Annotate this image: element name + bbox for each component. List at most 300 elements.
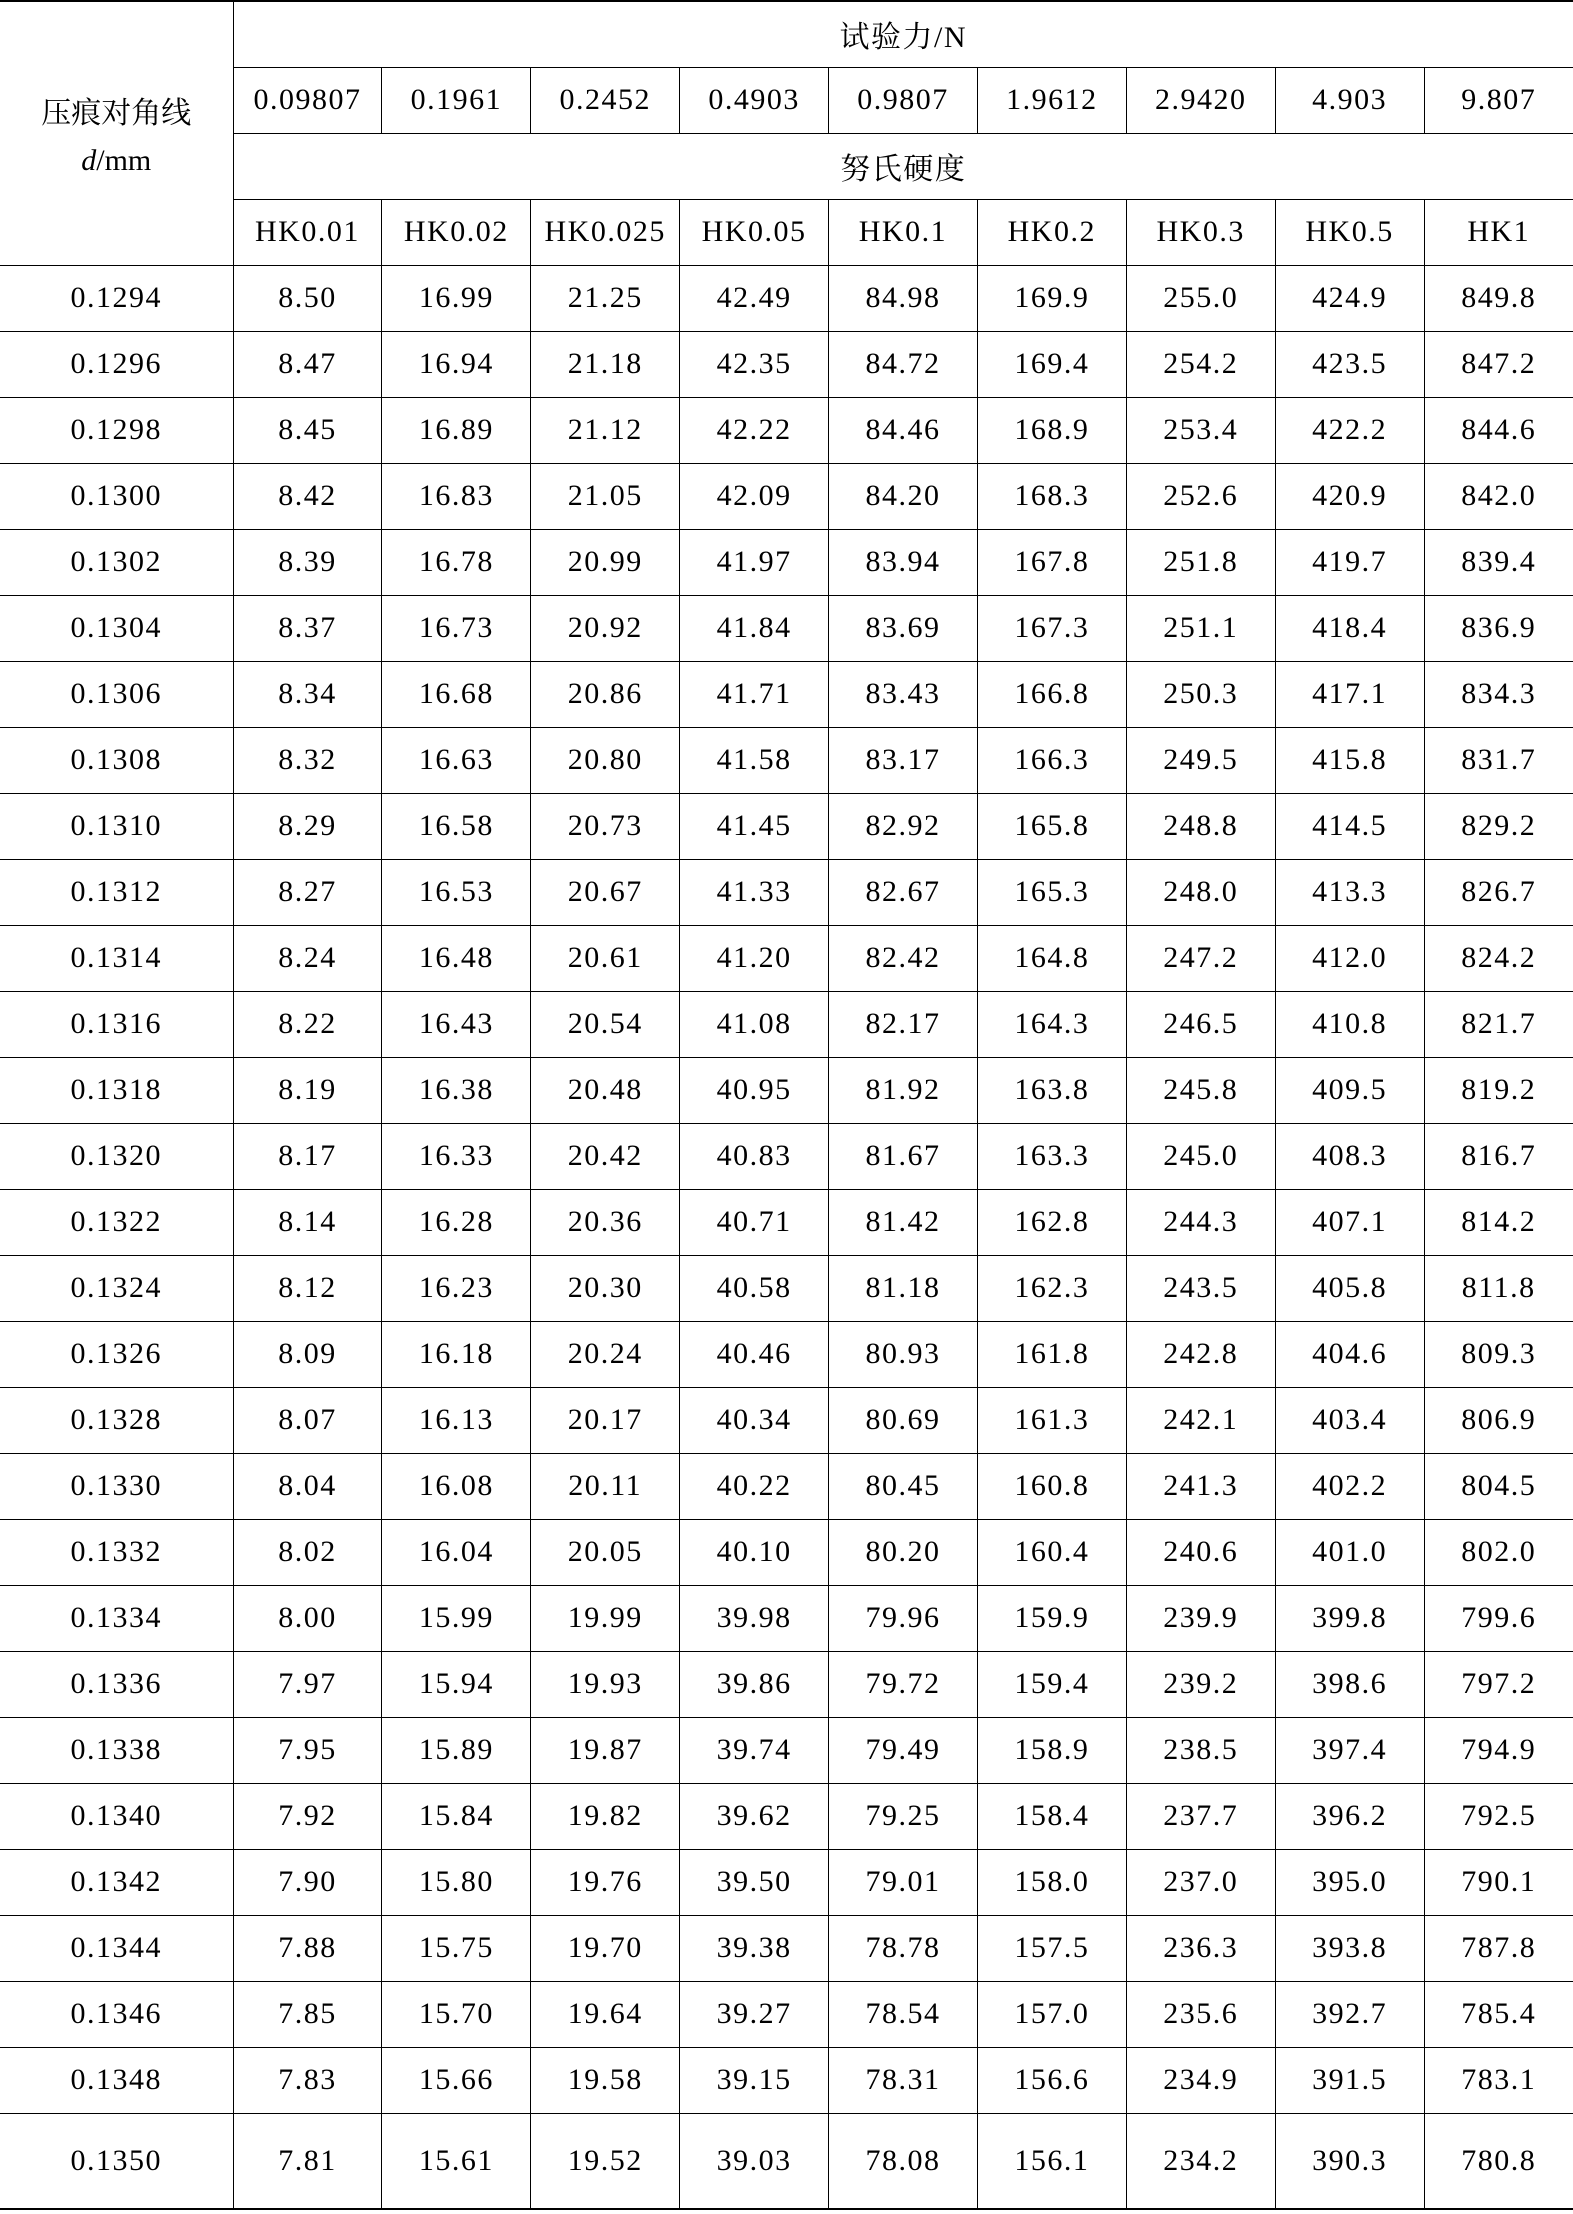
hardness-scale: HK0.5 — [1275, 199, 1424, 265]
hardness-cell: 423.5 — [1275, 331, 1424, 397]
diagonal-cell: 0.1304 — [0, 595, 233, 661]
table-row — [0, 727, 1573, 793]
hardness-cell: 169.9 — [977, 265, 1126, 331]
hardness-cell: 787.8 — [1424, 1915, 1573, 1981]
hardness-cell: 164.3 — [977, 991, 1126, 1057]
diagonal-cell: 0.1324 — [0, 1255, 233, 1321]
hardness-cell: 78.31 — [829, 2047, 978, 2113]
hardness-cell: 393.8 — [1275, 1915, 1424, 1981]
hardness-cell: 168.3 — [977, 463, 1126, 529]
hardness-cell: 40.22 — [680, 1453, 829, 1519]
table-row — [0, 1387, 1573, 1453]
hardness-cell: 163.3 — [977, 1123, 1126, 1189]
hardness-cell: 413.3 — [1275, 859, 1424, 925]
hardness-cell: 819.2 — [1424, 1057, 1573, 1123]
hardness-cell: 20.92 — [531, 595, 680, 661]
hardness-cell: 82.42 — [829, 925, 978, 991]
table-row — [0, 661, 1573, 727]
hardness-cell: 407.1 — [1275, 1189, 1424, 1255]
diagonal-cell: 0.1326 — [0, 1321, 233, 1387]
test-force-value: 0.09807 — [233, 67, 382, 133]
hardness-cell: 40.34 — [680, 1387, 829, 1453]
header-row-scales — [0, 199, 1573, 265]
hardness-cell: 16.53 — [382, 859, 531, 925]
hardness-cell: 16.28 — [382, 1189, 531, 1255]
hardness-cell: 8.00 — [233, 1585, 382, 1651]
hardness-cell: 157.5 — [977, 1915, 1126, 1981]
hardness-cell: 408.3 — [1275, 1123, 1424, 1189]
hardness-cell: 158.9 — [977, 1717, 1126, 1783]
test-force-value: 0.1961 — [382, 67, 531, 133]
hardness-scale: HK0.05 — [680, 199, 829, 265]
hardness-cell: 162.8 — [977, 1189, 1126, 1255]
hardness-cell: 42.49 — [680, 265, 829, 331]
hardness-cell: 809.3 — [1424, 1321, 1573, 1387]
hardness-cell: 15.99 — [382, 1585, 531, 1651]
hardness-cell: 7.97 — [233, 1651, 382, 1717]
hardness-cell: 816.7 — [1424, 1123, 1573, 1189]
hardness-cell: 80.93 — [829, 1321, 978, 1387]
hardness-cell: 19.76 — [531, 1849, 680, 1915]
table-row — [0, 1321, 1573, 1387]
table-row — [0, 1651, 1573, 1717]
hardness-cell: 41.08 — [680, 991, 829, 1057]
hardness-cell: 251.1 — [1126, 595, 1275, 661]
hardness-cell: 8.04 — [233, 1453, 382, 1519]
hardness-cell: 814.2 — [1424, 1189, 1573, 1255]
hardness-scale: HK1 — [1424, 199, 1573, 265]
hardness-cell: 40.58 — [680, 1255, 829, 1321]
hardness-cell: 83.17 — [829, 727, 978, 793]
hardness-cell: 409.5 — [1275, 1057, 1424, 1123]
hardness-scale: HK0.01 — [233, 199, 382, 265]
hardness-cell: 799.6 — [1424, 1585, 1573, 1651]
hardness-cell: 83.94 — [829, 529, 978, 595]
hardness-cell: 236.3 — [1126, 1915, 1275, 1981]
hardness-cell: 79.49 — [829, 1717, 978, 1783]
hardness-cell: 78.54 — [829, 1981, 978, 2047]
hardness-cell: 8.50 — [233, 265, 382, 331]
hardness-cell: 79.01 — [829, 1849, 978, 1915]
hardness-cell: 16.58 — [382, 793, 531, 859]
hardness-cell: 7.85 — [233, 1981, 382, 2047]
hardness-cell: 397.4 — [1275, 1717, 1424, 1783]
hardness-cell: 252.6 — [1126, 463, 1275, 529]
hardness-cell: 39.03 — [680, 2113, 829, 2209]
hardness-cell: 21.18 — [531, 331, 680, 397]
hardness-cell: 829.2 — [1424, 793, 1573, 859]
hardness-cell: 403.4 — [1275, 1387, 1424, 1453]
hardness-cell: 41.45 — [680, 793, 829, 859]
hardness-cell: 40.95 — [680, 1057, 829, 1123]
table-row — [0, 2113, 1573, 2209]
table-row — [0, 265, 1573, 331]
diagonal-cell: 0.1338 — [0, 1717, 233, 1783]
diagonal-cell: 0.1308 — [0, 727, 233, 793]
hardness-cell: 20.48 — [531, 1057, 680, 1123]
hardness-cell: 20.80 — [531, 727, 680, 793]
hardness-cell: 79.96 — [829, 1585, 978, 1651]
hardness-cell: 169.4 — [977, 331, 1126, 397]
hardness-cell: 401.0 — [1275, 1519, 1424, 1585]
hardness-cell: 8.27 — [233, 859, 382, 925]
hardness-cell: 163.8 — [977, 1057, 1126, 1123]
hardness-scale: HK0.3 — [1126, 199, 1275, 265]
table-row — [0, 1981, 1573, 2047]
diagonal-cell: 0.1312 — [0, 859, 233, 925]
diagonal-cell: 0.1298 — [0, 397, 233, 463]
diagonal-title: 压痕对角线 — [41, 97, 192, 131]
hardness-cell: 237.7 — [1126, 1783, 1275, 1849]
hardness-cell: 396.2 — [1275, 1783, 1424, 1849]
hardness-cell: 395.0 — [1275, 1849, 1424, 1915]
diagonal-cell: 0.1328 — [0, 1387, 233, 1453]
hardness-cell: 804.5 — [1424, 1453, 1573, 1519]
hardness-cell: 21.12 — [531, 397, 680, 463]
hardness-cell: 844.6 — [1424, 397, 1573, 463]
hardness-cell: 839.4 — [1424, 529, 1573, 595]
hardness-cell: 40.10 — [680, 1519, 829, 1585]
hardness-cell: 240.6 — [1126, 1519, 1275, 1585]
hardness-cell: 20.24 — [531, 1321, 680, 1387]
table-row — [0, 859, 1573, 925]
hardness-cell: 82.17 — [829, 991, 978, 1057]
test-force-value: 0.4903 — [680, 67, 829, 133]
hardness-cell: 39.50 — [680, 1849, 829, 1915]
hardness-cell: 40.46 — [680, 1321, 829, 1387]
hardness-cell: 82.67 — [829, 859, 978, 925]
hardness-cell: 8.19 — [233, 1057, 382, 1123]
hardness-cell: 159.9 — [977, 1585, 1126, 1651]
hardness-cell: 158.4 — [977, 1783, 1126, 1849]
hardness-cell: 8.14 — [233, 1189, 382, 1255]
hardness-cell: 16.83 — [382, 463, 531, 529]
hardness-cell: 39.98 — [680, 1585, 829, 1651]
hardness-cell: 80.45 — [829, 1453, 978, 1519]
hardness-cell: 80.20 — [829, 1519, 978, 1585]
hardness-cell: 156.6 — [977, 2047, 1126, 2113]
hardness-cell: 234.9 — [1126, 2047, 1275, 2113]
hardness-cell: 790.1 — [1424, 1849, 1573, 1915]
hardness-cell: 392.7 — [1275, 1981, 1424, 2047]
diagonal-cell: 0.1336 — [0, 1651, 233, 1717]
hardness-cell: 157.0 — [977, 1981, 1126, 2047]
hardness-cell: 255.0 — [1126, 265, 1275, 331]
hardness-cell: 8.34 — [233, 661, 382, 727]
hardness-cell: 166.8 — [977, 661, 1126, 727]
hardness-cell: 8.02 — [233, 1519, 382, 1585]
hardness-cell: 8.39 — [233, 529, 382, 595]
hardness-cell: 239.9 — [1126, 1585, 1275, 1651]
diagonal-cell: 0.1302 — [0, 529, 233, 595]
hardness-cell: 39.62 — [680, 1783, 829, 1849]
diagonal-cell: 0.1306 — [0, 661, 233, 727]
hardness-cell: 40.71 — [680, 1189, 829, 1255]
hardness-cell: 785.4 — [1424, 1981, 1573, 2047]
hardness-cell: 19.93 — [531, 1651, 680, 1717]
hardness-cell: 162.3 — [977, 1255, 1126, 1321]
hardness-cell: 16.08 — [382, 1453, 531, 1519]
hardness-scale: HK0.02 — [382, 199, 531, 265]
hardness-cell: 19.52 — [531, 2113, 680, 2209]
hardness-cell: 418.4 — [1275, 595, 1424, 661]
hardness-cell: 780.8 — [1424, 2113, 1573, 2209]
hardness-cell: 792.5 — [1424, 1783, 1573, 1849]
hardness-cell: 166.3 — [977, 727, 1126, 793]
hardness-cell: 42.09 — [680, 463, 829, 529]
hardness-cell: 250.3 — [1126, 661, 1275, 727]
hardness-cell: 41.84 — [680, 595, 829, 661]
test-force-value: 0.2452 — [531, 67, 680, 133]
diagonal-cell: 0.1310 — [0, 793, 233, 859]
hardness-cell: 16.18 — [382, 1321, 531, 1387]
hardness-cell: 19.87 — [531, 1717, 680, 1783]
diagonal-cell: 0.1316 — [0, 991, 233, 1057]
diagonal-cell: 0.1350 — [0, 2113, 233, 2209]
hardness-cell: 836.9 — [1424, 595, 1573, 661]
hardness-cell: 246.5 — [1126, 991, 1275, 1057]
hardness-title: 努氏硬度 — [233, 133, 1573, 199]
hardness-cell: 15.66 — [382, 2047, 531, 2113]
hardness-cell: 160.8 — [977, 1453, 1126, 1519]
table-row — [0, 397, 1573, 463]
table-row — [0, 2047, 1573, 2113]
hardness-cell: 78.08 — [829, 2113, 978, 2209]
hardness-cell: 16.63 — [382, 727, 531, 793]
hardness-cell: 8.24 — [233, 925, 382, 991]
diagonal-cell: 0.1334 — [0, 1585, 233, 1651]
diagonal-cell: 0.1314 — [0, 925, 233, 991]
hardness-cell: 821.7 — [1424, 991, 1573, 1057]
hardness-cell: 253.4 — [1126, 397, 1275, 463]
hardness-cell: 234.2 — [1126, 2113, 1275, 2209]
hardness-cell: 164.8 — [977, 925, 1126, 991]
test-force-value: 2.9420 — [1126, 67, 1275, 133]
test-force-value: 1.9612 — [977, 67, 1126, 133]
hardness-cell: 42.22 — [680, 397, 829, 463]
hardness-cell: 8.32 — [233, 727, 382, 793]
hardness-cell: 20.86 — [531, 661, 680, 727]
table-row — [0, 463, 1573, 529]
hardness-cell: 20.54 — [531, 991, 680, 1057]
table-row — [0, 529, 1573, 595]
diagonal-symbol: d — [81, 144, 97, 178]
header-row-test-force — [0, 1, 1573, 67]
table-row — [0, 1783, 1573, 1849]
hardness-cell: 420.9 — [1275, 463, 1424, 529]
hardness-scale: HK0.2 — [977, 199, 1126, 265]
diagonal-cell: 0.1294 — [0, 265, 233, 331]
hardness-cell: 39.74 — [680, 1717, 829, 1783]
table-row — [0, 331, 1573, 397]
hardness-cell: 20.73 — [531, 793, 680, 859]
table-row — [0, 1453, 1573, 1519]
hardness-cell: 249.5 — [1126, 727, 1275, 793]
hardness-cell: 20.61 — [531, 925, 680, 991]
hardness-cell: 797.2 — [1424, 1651, 1573, 1717]
hardness-cell: 417.1 — [1275, 661, 1424, 727]
hardness-cell: 20.36 — [531, 1189, 680, 1255]
hardness-cell: 81.18 — [829, 1255, 978, 1321]
hardness-cell: 20.11 — [531, 1453, 680, 1519]
hardness-cell: 84.98 — [829, 265, 978, 331]
hardness-cell: 21.05 — [531, 463, 680, 529]
hardness-cell: 15.70 — [382, 1981, 531, 2047]
diagonal-cell: 0.1342 — [0, 1849, 233, 1915]
test-force-value: 0.9807 — [829, 67, 978, 133]
table-row — [0, 1255, 1573, 1321]
hardness-cell: 19.70 — [531, 1915, 680, 1981]
hardness-cell: 7.95 — [233, 1717, 382, 1783]
hardness-cell: 245.8 — [1126, 1057, 1275, 1123]
hardness-cell: 83.43 — [829, 661, 978, 727]
hardness-cell: 15.75 — [382, 1915, 531, 1981]
hardness-cell: 20.99 — [531, 529, 680, 595]
hardness-cell: 41.20 — [680, 925, 829, 991]
hardness-cell: 16.43 — [382, 991, 531, 1057]
hardness-cell: 390.3 — [1275, 2113, 1424, 2209]
hardness-cell: 410.8 — [1275, 991, 1424, 1057]
hardness-cell: 159.4 — [977, 1651, 1126, 1717]
hardness-cell: 16.78 — [382, 529, 531, 595]
table-row — [0, 595, 1573, 661]
diagonal-cell: 0.1320 — [0, 1123, 233, 1189]
hardness-cell: 21.25 — [531, 265, 680, 331]
hardness-scale: HK0.1 — [829, 199, 978, 265]
table-row — [0, 991, 1573, 1057]
hardness-cell: 42.35 — [680, 331, 829, 397]
diagonal-unit: /mm — [96, 144, 152, 178]
hardness-cell: 20.17 — [531, 1387, 680, 1453]
hardness-cell: 8.37 — [233, 595, 382, 661]
hardness-cell: 15.61 — [382, 2113, 531, 2209]
hardness-scale: HK0.025 — [531, 199, 680, 265]
hardness-cell: 8.42 — [233, 463, 382, 529]
hardness-cell: 16.33 — [382, 1123, 531, 1189]
hardness-cell: 39.38 — [680, 1915, 829, 1981]
hardness-cell: 8.22 — [233, 991, 382, 1057]
hardness-cell: 391.5 — [1275, 2047, 1424, 2113]
hardness-cell: 248.0 — [1126, 859, 1275, 925]
table-header — [0, 1, 1573, 265]
hardness-cell: 243.5 — [1126, 1255, 1275, 1321]
hardness-cell: 8.07 — [233, 1387, 382, 1453]
hardness-cell: 254.2 — [1126, 331, 1275, 397]
hardness-cell: 7.90 — [233, 1849, 382, 1915]
hardness-cell: 19.64 — [531, 1981, 680, 2047]
hardness-cell: 242.8 — [1126, 1321, 1275, 1387]
table-row — [0, 1717, 1573, 1783]
hardness-cell: 238.5 — [1126, 1717, 1275, 1783]
table-row — [0, 925, 1573, 991]
hardness-cell: 415.8 — [1275, 727, 1424, 793]
hardness-cell: 20.05 — [531, 1519, 680, 1585]
hardness-cell: 831.7 — [1424, 727, 1573, 793]
hardness-cell: 39.86 — [680, 1651, 829, 1717]
diagonal-column-header — [0, 1, 233, 265]
test-force-value: 4.903 — [1275, 67, 1424, 133]
hardness-cell: 248.8 — [1126, 793, 1275, 859]
hardness-cell: 41.33 — [680, 859, 829, 925]
hardness-cell: 419.7 — [1275, 529, 1424, 595]
hardness-cell: 160.4 — [977, 1519, 1126, 1585]
diagonal-cell: 0.1296 — [0, 331, 233, 397]
hardness-cell: 167.8 — [977, 529, 1126, 595]
hardness-cell: 16.38 — [382, 1057, 531, 1123]
hardness-cell: 8.47 — [233, 331, 382, 397]
hardness-cell: 242.1 — [1126, 1387, 1275, 1453]
hardness-cell: 16.89 — [382, 397, 531, 463]
diagonal-cell: 0.1344 — [0, 1915, 233, 1981]
hardness-cell: 251.8 — [1126, 529, 1275, 595]
hardness-cell: 16.23 — [382, 1255, 531, 1321]
hardness-cell: 41.58 — [680, 727, 829, 793]
hardness-cell: 399.8 — [1275, 1585, 1424, 1651]
hardness-cell: 241.3 — [1126, 1453, 1275, 1519]
diagonal-unit-label — [0, 144, 233, 178]
hardness-cell: 81.42 — [829, 1189, 978, 1255]
hardness-cell: 20.42 — [531, 1123, 680, 1189]
header-row-forces — [0, 67, 1573, 133]
hardness-cell: 402.2 — [1275, 1453, 1424, 1519]
table-body — [0, 265, 1573, 2209]
hardness-cell: 16.48 — [382, 925, 531, 991]
hardness-cell: 84.46 — [829, 397, 978, 463]
hardness-cell: 20.30 — [531, 1255, 680, 1321]
hardness-cell: 19.82 — [531, 1783, 680, 1849]
hardness-cell: 16.94 — [382, 331, 531, 397]
hardness-cell: 7.83 — [233, 2047, 382, 2113]
hardness-cell: 834.3 — [1424, 661, 1573, 727]
hardness-cell: 78.78 — [829, 1915, 978, 1981]
test-force-title: 试验力/N — [233, 1, 1573, 67]
hardness-cell: 79.72 — [829, 1651, 978, 1717]
hardness-cell: 8.09 — [233, 1321, 382, 1387]
diagonal-cell: 0.1330 — [0, 1453, 233, 1519]
hardness-cell: 165.3 — [977, 859, 1126, 925]
hardness-cell: 79.25 — [829, 1783, 978, 1849]
hardness-cell: 15.89 — [382, 1717, 531, 1783]
hardness-cell: 404.6 — [1275, 1321, 1424, 1387]
table-row — [0, 793, 1573, 859]
hardness-cell: 15.94 — [382, 1651, 531, 1717]
hardness-cell: 424.9 — [1275, 265, 1424, 331]
hardness-cell: 849.8 — [1424, 265, 1573, 331]
hardness-cell: 158.0 — [977, 1849, 1126, 1915]
hardness-cell: 16.73 — [382, 595, 531, 661]
diagonal-cell: 0.1346 — [0, 1981, 233, 2047]
diagonal-cell: 0.1300 — [0, 463, 233, 529]
hardness-cell: 40.83 — [680, 1123, 829, 1189]
hardness-cell: 244.3 — [1126, 1189, 1275, 1255]
hardness-cell: 783.1 — [1424, 2047, 1573, 2113]
hardness-cell: 15.80 — [382, 1849, 531, 1915]
hardness-cell: 41.97 — [680, 529, 829, 595]
hardness-cell: 16.13 — [382, 1387, 531, 1453]
hardness-cell: 422.2 — [1275, 397, 1424, 463]
table-row — [0, 1585, 1573, 1651]
diagonal-cell: 0.1322 — [0, 1189, 233, 1255]
hardness-cell: 8.29 — [233, 793, 382, 859]
hardness-cell: 20.67 — [531, 859, 680, 925]
hardness-cell: 802.0 — [1424, 1519, 1573, 1585]
hardness-cell: 247.2 — [1126, 925, 1275, 991]
hardness-cell: 39.27 — [680, 1981, 829, 2047]
diagonal-cell: 0.1332 — [0, 1519, 233, 1585]
hardness-cell: 16.04 — [382, 1519, 531, 1585]
table-row — [0, 1189, 1573, 1255]
hardness-cell: 824.2 — [1424, 925, 1573, 991]
